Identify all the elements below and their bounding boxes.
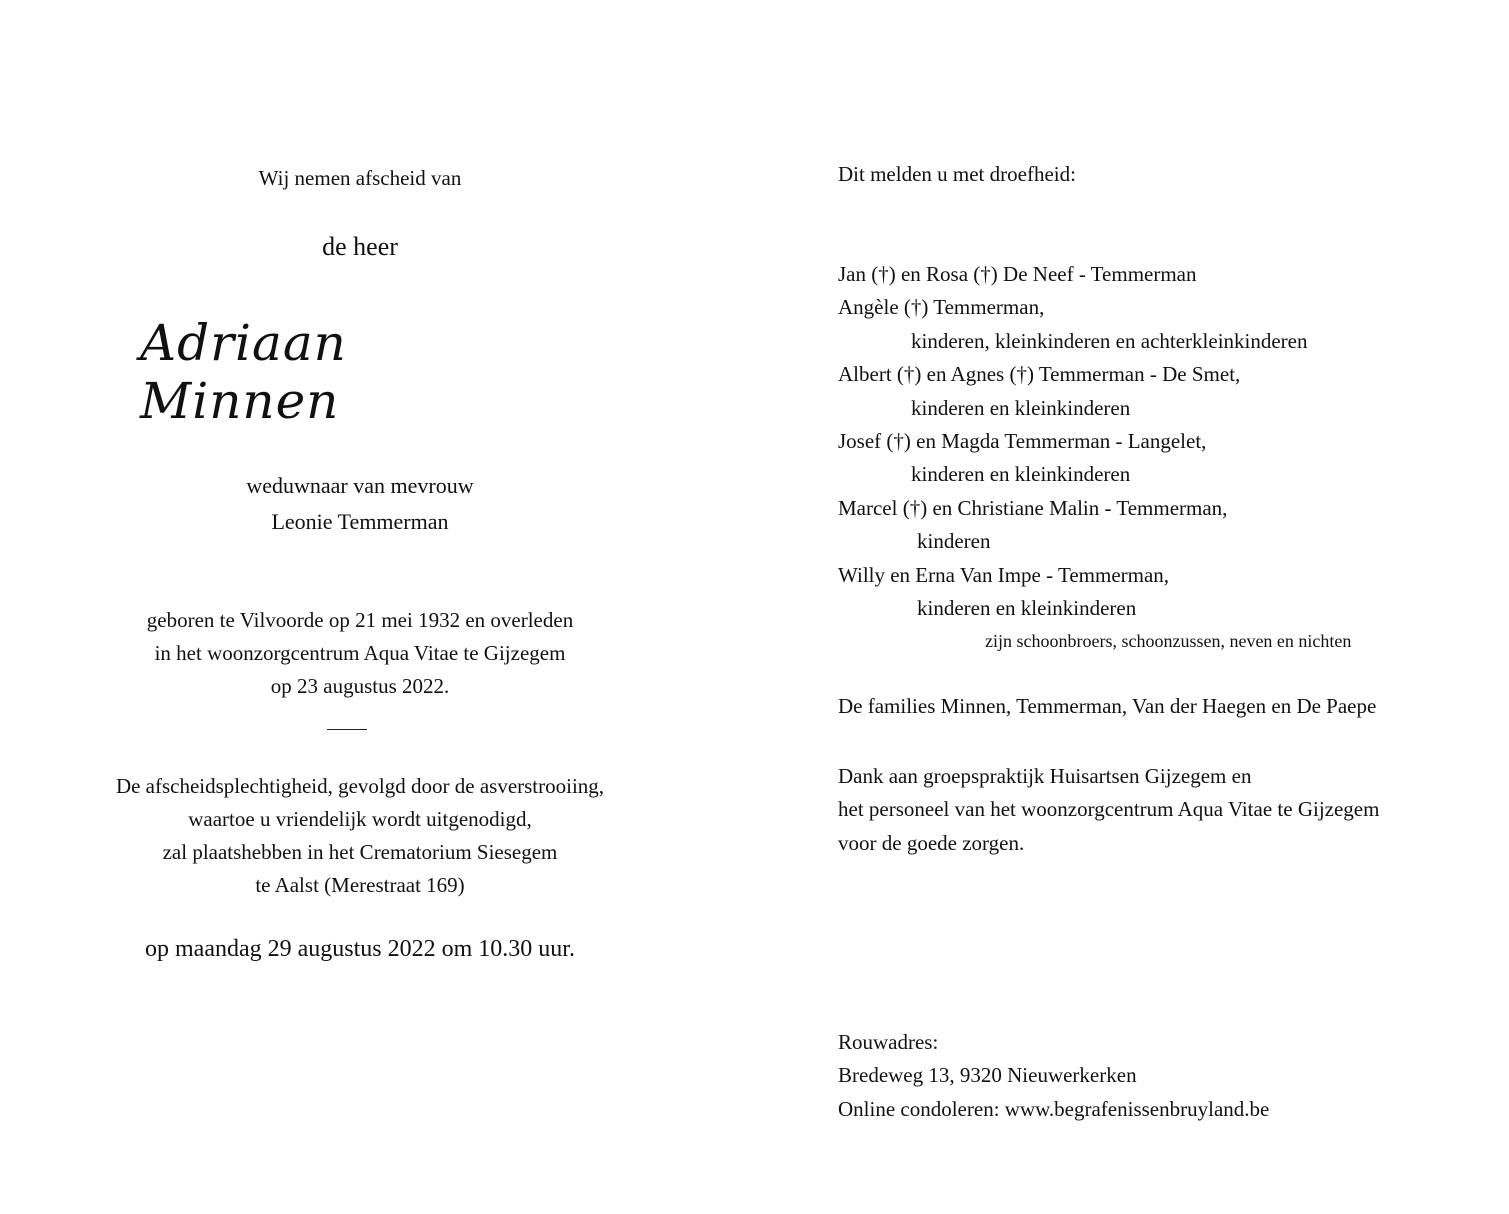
thanks-line: Dank aan groepspraktijk Huisartsen Gijzegem en bbox=[838, 764, 1252, 788]
spouse-line: Leonie Temmerman bbox=[271, 509, 449, 534]
ceremony-line: De afscheidsplechtigheid, gevolgd door de asverstrooiing, bbox=[115, 774, 605, 798]
relative-line: Josef (†) en Magda Temmerman - Langelet, bbox=[838, 429, 1207, 454]
relative-sub-line: kinderen en kleinkinderen bbox=[911, 395, 1131, 420]
relative-extended-line: zijn schoonbroers, schoonzussen, neven en nichten bbox=[985, 631, 1352, 652]
birth-line: op 23 augustus 2022. bbox=[270, 674, 450, 698]
relatives-list bbox=[838, 258, 1351, 659]
birth-line: in het woonzorgcentrum Aqua Vitae te Gijzegem bbox=[154, 641, 566, 665]
relative-line: Marcel (†) en Christiane Malin - Temmerman, bbox=[838, 495, 1228, 520]
relative-line: Angèle (†) Temmerman, bbox=[838, 295, 1045, 320]
condolence-link[interactable]: Online condoleren: www.begrafenissenbruyland.be bbox=[838, 1096, 1270, 1121]
announcement-text: Dit melden u met droefheid: bbox=[838, 162, 1076, 186]
relative-sub-line: kinderen en kleinkinderen bbox=[917, 596, 1137, 621]
deceased-name: Adriaan Minnen bbox=[140, 314, 347, 430]
title-text: de heer bbox=[322, 232, 398, 261]
families-line: De families Minnen, Temmerman, Van der Haegen en De Paepe bbox=[838, 694, 1377, 718]
thanks-line: het personeel van het woonzorgcentrum Aqua Vitae te Gijzegem bbox=[838, 797, 1380, 822]
spouse-line: weduwnaar van mevrouw bbox=[246, 473, 474, 498]
relative-sub-line: kinderen, kleinkinderen en achterkleinkinderen bbox=[911, 328, 1308, 353]
address-line: Bredeweg 13, 9320 Nieuwerkerken bbox=[838, 1063, 1137, 1088]
birth-line: geboren te Vilvoorde op 21 mei 1932 en overleden bbox=[146, 608, 574, 632]
address-line: Rouwadres: bbox=[838, 1030, 939, 1054]
relative-line: Willy en Erna Van Impe - Temmerman, bbox=[838, 562, 1170, 587]
ceremony-line: zal plaatshebben in het Crematorium Siesegem bbox=[162, 840, 558, 864]
divider-line bbox=[327, 729, 367, 730]
address-block bbox=[838, 1026, 1269, 1126]
thanks-line: voor de goede zorgen. bbox=[838, 830, 1025, 855]
relative-line: Jan (†) en Rosa (†) De Neef - Temmerman bbox=[838, 262, 1197, 286]
birth-death-block bbox=[100, 604, 620, 703]
ceremony-date: op maandag 29 augustus 2022 om 10.30 uur. bbox=[145, 936, 575, 962]
intro-text: Wij nemen afscheid van bbox=[258, 166, 462, 190]
thanks-block bbox=[838, 760, 1379, 860]
relative-line: Albert (†) en Agnes (†) Temmerman - De Smet, bbox=[838, 362, 1241, 387]
ceremony-line: te Aalst (Merestraat 169) bbox=[255, 873, 465, 897]
relative-sub-line: kinderen en kleinkinderen bbox=[911, 462, 1131, 487]
relative-sub-line: kinderen bbox=[917, 529, 991, 554]
ceremony-block bbox=[100, 770, 620, 902]
ceremony-line: waartoe u vriendelijk wordt uitgenodigd, bbox=[188, 807, 532, 831]
spouse-block bbox=[100, 468, 620, 540]
